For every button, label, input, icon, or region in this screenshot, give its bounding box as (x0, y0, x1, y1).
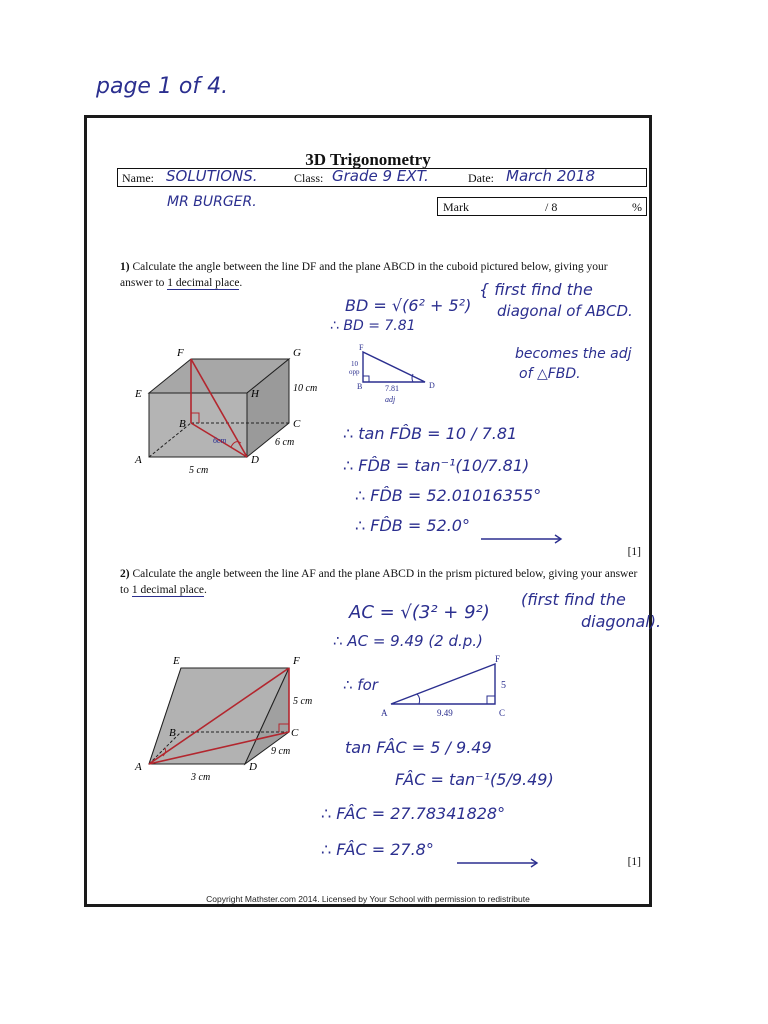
name-label: Name: (122, 171, 154, 185)
q1-vertex-e: E (135, 388, 142, 400)
q2-depth-label: 9 cm (271, 746, 291, 757)
q2-body: Calculate the angle between the line AF and the plane ABCD in the prism pictured below, giving your answer to (120, 568, 638, 596)
page-note: page 1 of 4. (96, 74, 229, 99)
q2-step2: FÂC = tan⁻¹(5/9.49) (395, 770, 554, 789)
q1-tri-adj-label: adj (385, 395, 396, 404)
q1-working-line1: BD = √(6² + 5²) (345, 296, 472, 315)
q2-answer-arrow (457, 858, 543, 868)
q2-prism-diagram (127, 652, 337, 782)
q1-inner-label: 6cm (213, 436, 227, 445)
q1-step1: ∴ tan FD̂B = 10 / 7.81 (343, 424, 518, 443)
q1-end: . (239, 277, 243, 289)
q1-underlined: 1 decimal place (167, 277, 240, 289)
q2-vertex-e: E (173, 655, 180, 667)
q2-number: 2) (120, 568, 130, 580)
q1-vertex-g: G (293, 347, 301, 359)
q1-step2: ∴ FD̂B = tan⁻¹(10/7.81) (343, 456, 530, 475)
q1-tri-opp-label: opp (349, 368, 360, 376)
q1-vertex-c: C (293, 418, 301, 430)
mark-total: / 8 (545, 200, 558, 214)
q1-width-label: 5 cm (189, 465, 209, 476)
q1-tri-d: D (429, 381, 435, 390)
q2-step1: tan FÂC = 5 / 9.49 (345, 738, 492, 757)
q1-small-triangle (349, 344, 459, 406)
class-label: Class: (294, 171, 324, 185)
q2-tri-f: F (495, 654, 501, 664)
worksheet-title: 3D Trigonometry (305, 150, 431, 169)
class-value: Grade 9 EXT. (332, 167, 429, 185)
q2-vertex-a: A (135, 761, 142, 773)
q1-tri-adj: 7.81 (385, 384, 399, 393)
q1-note3: becomes the adj (515, 346, 632, 362)
q1-tri-f: F (359, 344, 364, 352)
q2-for-label: ∴ for (343, 676, 378, 694)
q1-vertex-a: A (135, 454, 142, 466)
q2-marks: [1] (627, 856, 641, 868)
date-label: Date: (468, 171, 494, 185)
q2-underlined: 1 decimal place (131, 584, 204, 596)
q2-end: . (203, 584, 207, 596)
mark-box (437, 197, 647, 216)
q1-cuboid-diagram (127, 343, 337, 483)
q2-step4: ∴ FÂC = 27.8° (321, 840, 434, 859)
copyright-footer: Copyright Mathster.com 2014. Licensed by Your School with permission to redistribute (206, 894, 530, 904)
q1-depth-label: 6 cm (275, 437, 295, 448)
q1-working-line2: ∴ BD = 7.81 (330, 318, 416, 334)
q2-vertex-d: D (249, 761, 257, 773)
q2-note2: diagonal). (581, 612, 662, 631)
mark-label: Mark (443, 200, 469, 214)
q1-step4: ∴ FD̂B = 52.0° (355, 516, 470, 535)
worksheet (84, 115, 662, 907)
q2-tri-opp: 5 (501, 680, 506, 691)
q1-tri-opp: 10 (351, 360, 358, 368)
q2-note1: (first find the (521, 590, 626, 609)
q2-width-label: 3 cm (191, 772, 211, 782)
q1-vertex-h: H (251, 388, 259, 400)
q2-tri-a: A (381, 708, 388, 718)
q1-note1: { first find the (479, 280, 593, 299)
q1-height-label: 10 cm (293, 383, 318, 394)
date-value: March 2018 (506, 167, 595, 185)
mark-percent: % (632, 200, 642, 214)
name-value: SOLUTIONS. (166, 167, 258, 185)
q1-tri-b: B (357, 382, 363, 391)
q1-vertex-f: F (177, 347, 184, 359)
q1-marks: [1] (627, 546, 641, 558)
q1-vertex-b: B (179, 418, 186, 430)
q1-number: 1) (120, 261, 130, 273)
q2-small-triangle (377, 654, 517, 720)
q1-note4: of △FBD. (519, 366, 581, 382)
q2-height-label: 5 cm (293, 696, 313, 707)
q1-body: Calculate the angle between the line DF and the plane ABCD in the cuboid pictured below, giving your answer to (120, 261, 608, 289)
q1-step3: ∴ FD̂B = 52.01016355° (355, 486, 542, 505)
teacher-name: MR BURGER. (167, 194, 257, 210)
q1-answer-arrow (481, 534, 567, 544)
q2-working-line2: ∴ AC = 9.49 (2 d.p.) (333, 632, 483, 650)
q2-vertex-b: B (169, 727, 176, 739)
q2-vertex-c: C (291, 727, 299, 739)
q1-note2: diagonal of ABCD. (497, 302, 633, 320)
q1-vertex-d: D (251, 454, 259, 466)
q2-vertex-f: F (293, 655, 300, 667)
q2-tri-adj: 9.49 (437, 708, 453, 718)
q2-working-line1: AC = √(3² + 9²) (349, 602, 490, 623)
q2-tri-c: C (499, 708, 506, 718)
name-class-date-box (117, 168, 647, 187)
q2-step3: ∴ FÂC = 27.78341828° (321, 804, 506, 823)
